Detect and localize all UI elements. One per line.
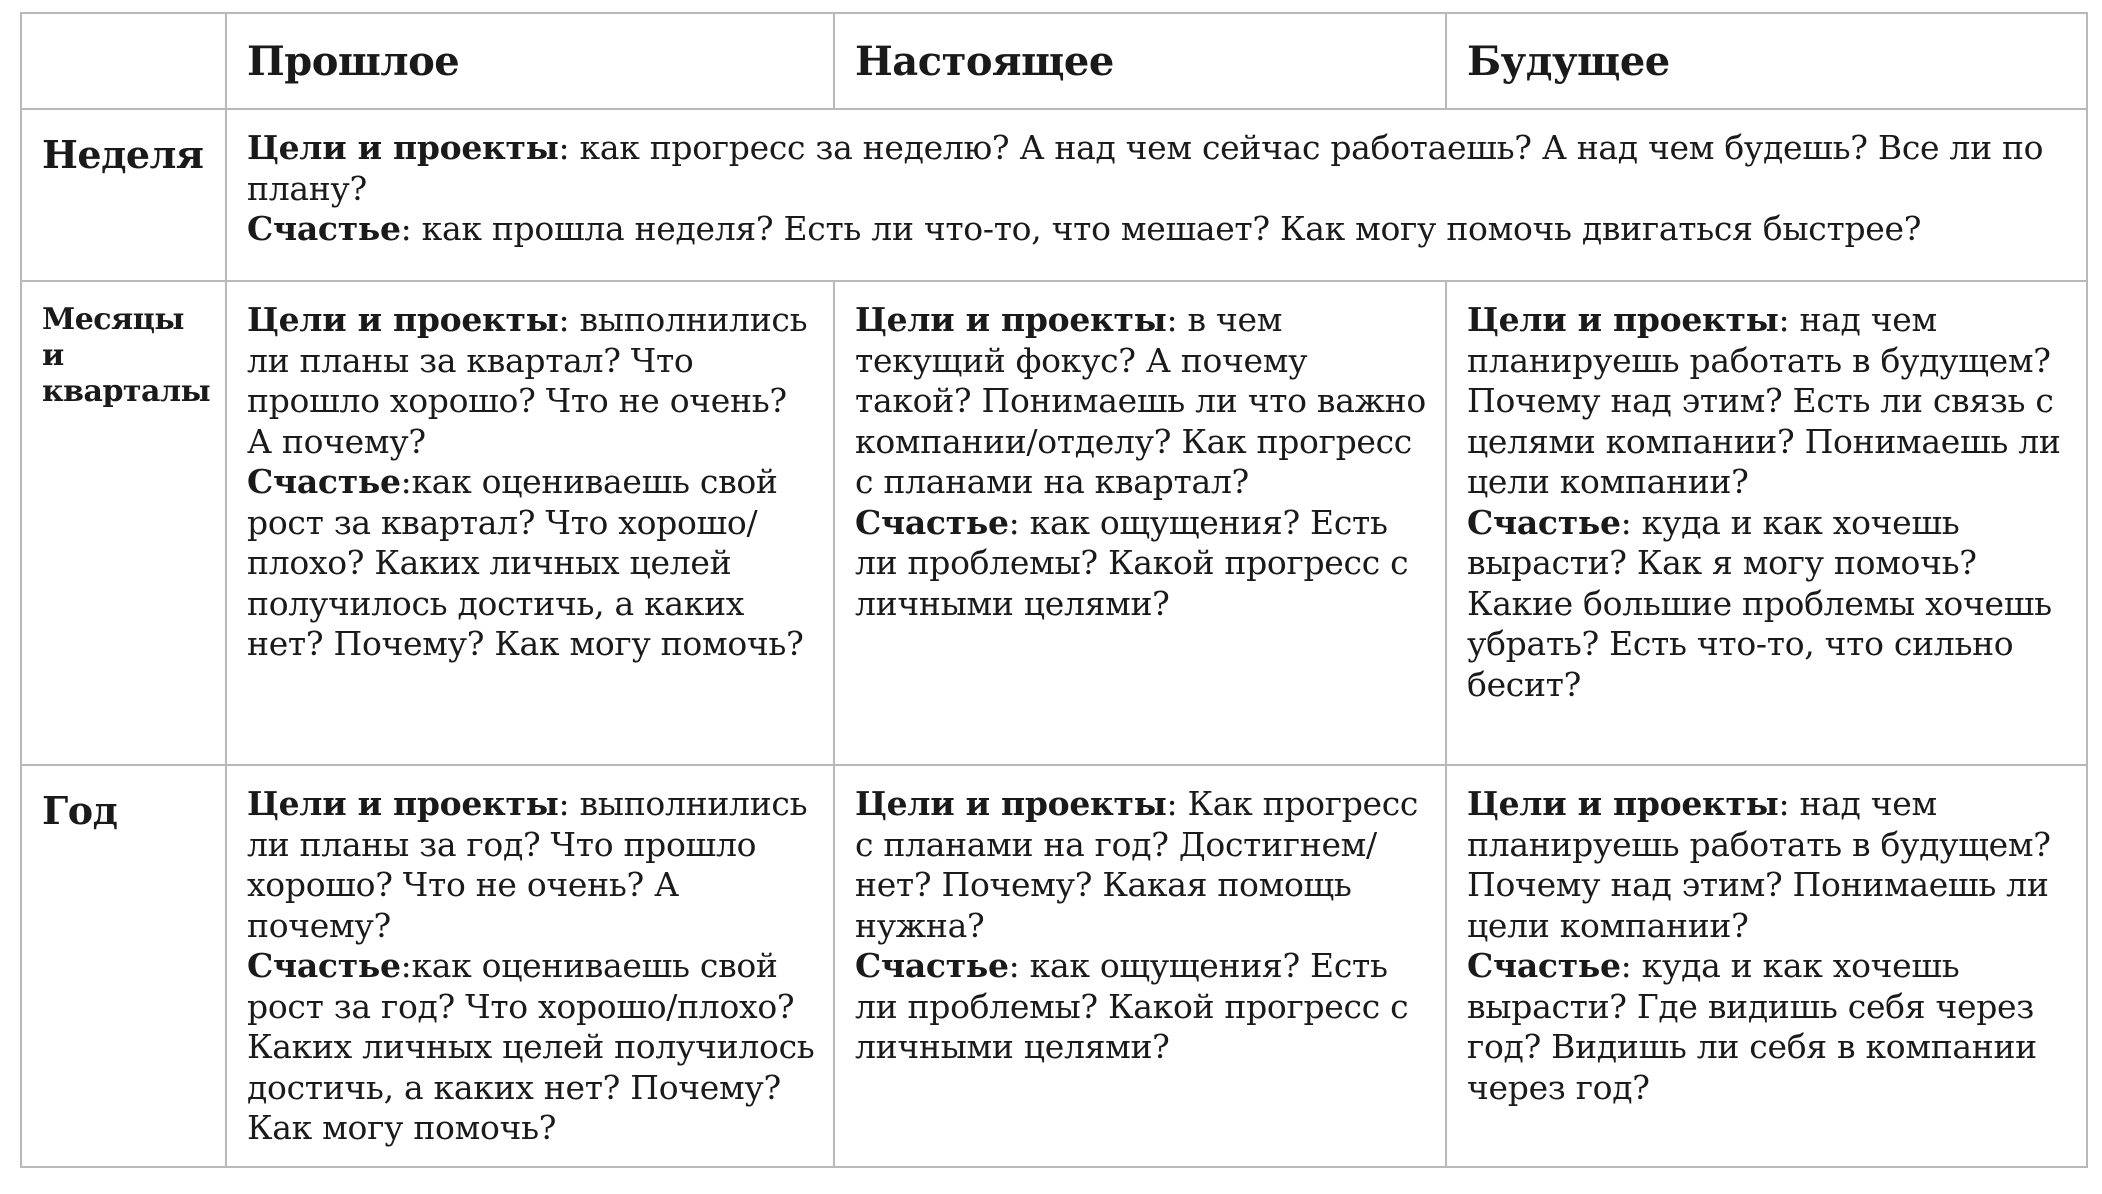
year-present-cell [834,765,1446,1167]
goals-text: : как прогресс за неделю? А над чем сейчас работаешь? А над чем будешь? Все ли по плану? [247,128,2044,208]
goals-text: : над чем планируешь работать в будущем? Почему над этим? Есть ли связь с целями компании? Понимаешь ли цели компании? [1467,300,2061,501]
happiness-label: Счастье [247,209,401,248]
goals-label: Цели и проекты [247,300,559,339]
happiness-paragraph [1467,946,2072,1108]
months-future-cell [1446,281,2087,765]
goals-paragraph [855,784,1431,946]
happiness-label: Счастье [1467,502,1621,542]
row-header-months-line: и [42,338,64,373]
happiness-text: :как оцениваешь свой рост за год? Что хорошо/плохо? Каких личных целей получилось достичь, а каких нет? Почему? Как могу помочь? [247,946,815,1147]
year-row [21,765,2087,1167]
goals-text: : Как прогресс с планами на год? Достигнем/нет? Почему? Какая помощь нужна? [855,784,1419,945]
weeks-row [21,109,2087,281]
goals-label: Цели и проекты [1467,300,1779,339]
months-present-cell [834,281,1446,765]
happiness-paragraph [855,503,1431,625]
goals-label: Цели и проекты [247,784,559,823]
goals-text: : выполнились ли планы за квартал? Что прошло хорошо? Что не очень? А почему? [247,300,808,461]
goals-label: Цели и проекты [855,784,1167,823]
happiness-paragraph [247,946,819,1149]
goals-label: Цели и проекты [855,300,1167,339]
goals-label: Цели и проекты [247,128,559,167]
weeks-cell [226,109,2087,281]
happiness-paragraph [1467,503,2072,706]
happiness-text: : как ощущения? Есть ли проблемы? Какой прогресс с личными целями? [855,502,1409,623]
happiness-label: Счастье [855,502,1009,542]
goals-paragraph [855,300,1431,503]
questions-table [20,12,2088,1168]
goals-paragraph [247,300,819,462]
weeks-happiness-paragraph [247,209,2072,250]
happiness-text: : как ощущения? Есть ли проблемы? Какой прогресс с личными целями? [855,946,1409,1066]
row-header-weeks: Неделя [21,109,226,281]
corner-cell [21,13,226,109]
row-header-months-line: кварталы [42,374,211,409]
year-future-cell [1446,765,2087,1167]
happiness-label: Счастье [1467,946,1621,985]
goals-label: Цели и проекты [1467,784,1779,823]
happiness-label: Счастье [855,946,1009,985]
happiness-text: : как прошла неделя? Есть ли что-то, что мешает? Как могу помочь двигаться быстрее? [400,209,1922,248]
months-past-cell [226,281,834,765]
happiness-text: : куда и как хочешь вырасти? Где видишь себя через год? Видишь ли себя в компании через год? [1467,946,2037,1107]
happiness-paragraph [247,462,819,665]
goals-paragraph [1467,300,2072,503]
column-header-past: Прошлое [226,13,834,109]
column-header-present: Настоящее [834,13,1446,109]
row-header-year: Год [21,765,226,1167]
row-header-months [21,281,226,765]
goals-text: : над чем планируешь работать в будущем? Почему над этим? Понимаешь ли цели компании? [1467,784,2051,945]
goals-paragraph [1467,784,2072,946]
months-row [21,281,2087,765]
goals-text: : выполнились ли планы за год? Что прошло хорошо? Что не очень? А почему? [247,784,808,945]
year-past-cell [226,765,834,1167]
column-header-future: Будущее [1446,13,2087,109]
happiness-label: Счастье [247,946,401,985]
goals-paragraph [247,784,819,946]
row-header-months-line: Месяцы [42,302,184,337]
happiness-label: Счастье [247,462,401,501]
happiness-text: : куда и как хочешь вырасти? Как я могу помочь? Какие большие проблемы хочешь убрать? Есть что-то, что сильно бесит? [1467,502,2052,704]
happiness-text: :как оцениваешь свой рост за квартал? Что хорошо/плохо? Каких личных целей получилось достичь, а каких нет? Почему? Как могу помочь? [247,462,804,663]
header-row [21,13,2087,109]
happiness-paragraph [855,946,1431,1068]
goals-text: : в чем текущий фокус? А почему такой? Понимаешь ли что важно компании/отделу? Как прогресс с планами на квартал? [855,300,1426,501]
weeks-goals-paragraph [247,128,2072,209]
